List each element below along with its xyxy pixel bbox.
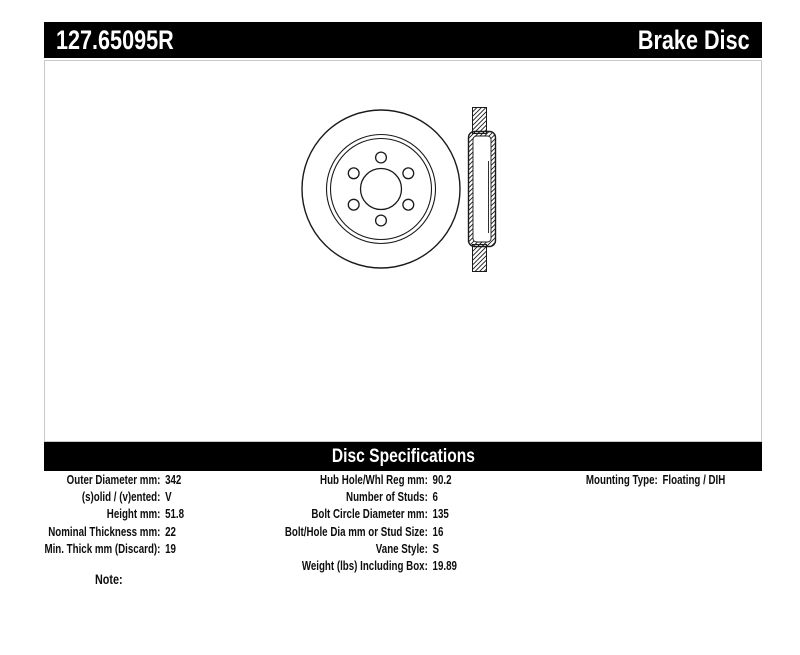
header-bar — [44, 22, 762, 58]
spec-row — [20, 541, 254, 558]
spec-label: (s)olid / (v)ented: — [81, 490, 161, 505]
center-bore-circle — [361, 169, 402, 210]
spec-row — [20, 524, 254, 541]
stud-hole — [376, 152, 387, 163]
hat-inner-circle — [331, 139, 432, 240]
spec-label: Number of Studs: — [346, 490, 428, 505]
spec-column-right — [540, 472, 800, 489]
stud-hole — [376, 215, 387, 226]
spec-row — [250, 489, 500, 506]
spec-row — [250, 558, 500, 575]
spec-value: 90.2 — [432, 473, 452, 487]
spec-value: V — [165, 490, 172, 505]
spec-value: 19.89 — [432, 558, 457, 573]
spec-row — [250, 506, 500, 523]
spec-value: S — [432, 541, 440, 556]
spec-value: Floating / DIH — [662, 473, 726, 487]
note-label: Note: — [95, 572, 123, 587]
spec-label: Bolt/Hole Dia mm or Stud Size: — [284, 524, 428, 539]
spec-label: Vane Style: — [375, 541, 428, 556]
stud-hole — [348, 199, 359, 210]
stud-hole — [403, 199, 414, 210]
spec-value: 22 — [165, 524, 176, 539]
hat-bottom-stem — [473, 245, 487, 272]
spec-row — [20, 472, 254, 489]
spec-label: Nominal Thickness mm: — [48, 524, 161, 539]
brake-disc-front-view — [302, 110, 460, 268]
spec-section-title: Disc Specifications — [331, 445, 475, 467]
spec-value: 51.8 — [165, 507, 185, 522]
spec-value: 342 — [165, 473, 182, 487]
spec-row — [20, 489, 254, 506]
spec-row — [250, 524, 500, 541]
brake-disc-side-cross-section — [469, 108, 496, 272]
note-row — [95, 572, 130, 588]
brake-disc-technical-drawing — [278, 95, 523, 290]
spec-value: 19 — [165, 541, 176, 556]
spec-row — [20, 506, 254, 523]
spec-value: 6 — [432, 490, 438, 505]
outer-diameter-circle — [302, 110, 460, 268]
stud-hole — [348, 168, 359, 179]
spec-label: Outer Diameter mm: — [66, 473, 161, 487]
hat-top-stem — [473, 108, 487, 134]
hat-outer-circle — [327, 135, 436, 244]
spec-label: Bolt Circle Diameter mm: — [311, 507, 428, 522]
spec-label: Hub Hole/Whl Reg mm: — [320, 473, 428, 487]
spec-row — [250, 472, 500, 489]
spec-label: Weight (lbs) Including Box: — [301, 558, 428, 573]
product-title: Brake Disc — [638, 24, 750, 55]
spec-row — [540, 472, 743, 489]
spec-section-header-bar — [44, 442, 762, 471]
spec-value: 135 — [432, 507, 449, 522]
spec-label: Min. Thick mm (Discard): — [44, 541, 161, 556]
spec-label: Mounting Type: — [585, 473, 658, 487]
spec-row — [250, 541, 500, 558]
spec-column-middle — [250, 472, 570, 575]
stud-hole — [403, 168, 414, 179]
spec-label: Height mm: — [106, 507, 161, 522]
spec-value: 16 — [432, 524, 444, 539]
part-number: 127.65095R — [56, 24, 174, 55]
